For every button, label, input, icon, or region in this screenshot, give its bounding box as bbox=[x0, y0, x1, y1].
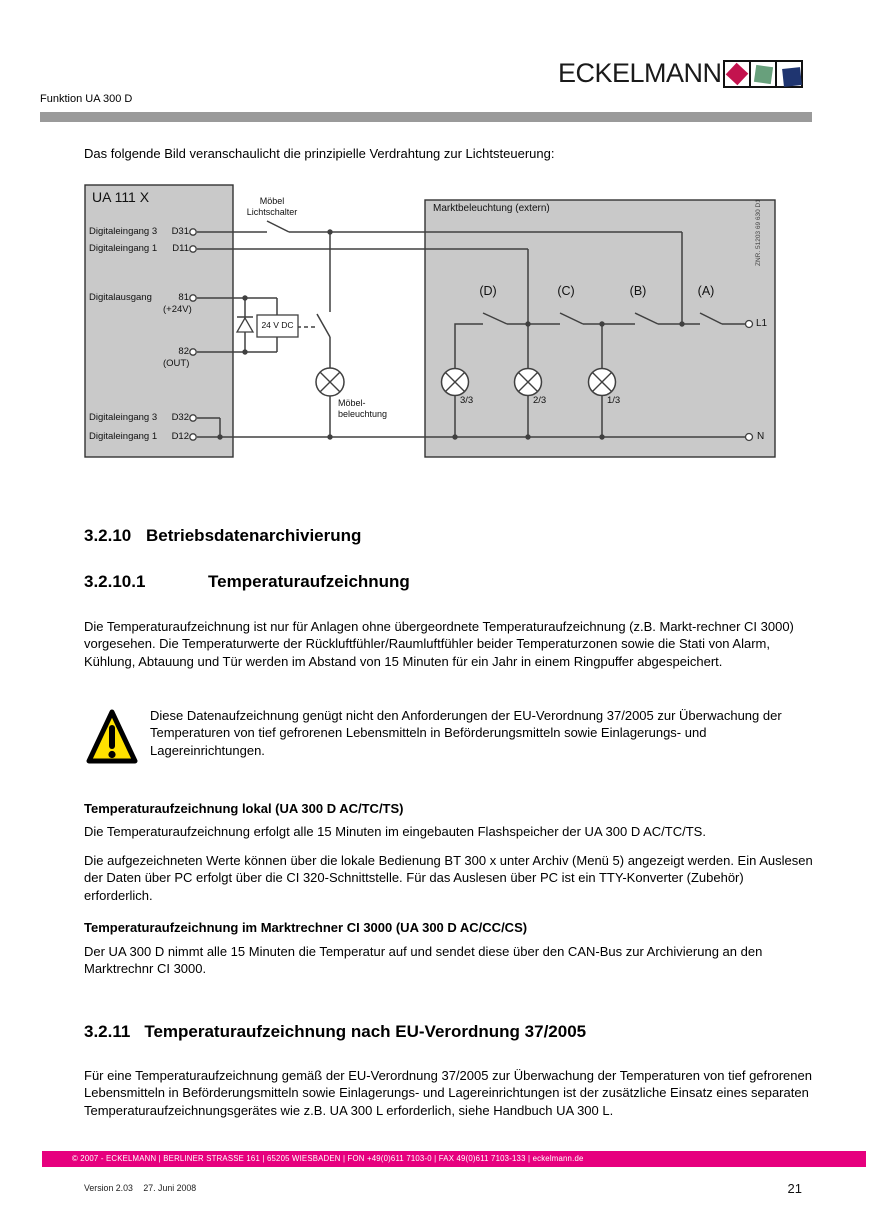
section-title: Temperaturaufzeichnung nach EU-Verordnung 37/2005 bbox=[144, 1022, 587, 1041]
section-heading-3-2-11 bbox=[84, 1022, 586, 1042]
switch-label-a: (A) bbox=[697, 284, 715, 298]
section-title: Temperaturaufzeichnung bbox=[208, 572, 410, 591]
header-rule bbox=[40, 112, 812, 122]
lamp-fraction-2-3: 2/3 bbox=[533, 395, 547, 406]
row-code-d31: D31 bbox=[171, 226, 189, 237]
coil-24vdc-label: 24 V DC bbox=[261, 320, 294, 330]
switch-label-d: (D) bbox=[479, 284, 497, 298]
row-code-d12: D12 bbox=[171, 431, 189, 442]
row-label-d32: Digitaleingang 3 bbox=[89, 412, 158, 423]
paragraph-local-2: Die aufgezeichneten Werte können über die lokale Bedienung BT 300 x unter Archiv (Menü 5) angezeigt werden. Ein Auslesen der Daten über PC erfolgt über die CI 320-Schnittstelle. Für das Auslesen über PC ist ein TTY-Konverter (Zubehör) erforderlich. bbox=[84, 853, 813, 903]
subheading-ci3000: Temperaturaufzeichnung im Marktrechner CI 3000 (UA 300 D AC/CC/CS) bbox=[84, 920, 528, 935]
version-line bbox=[84, 1183, 196, 1193]
section-number: 3.2.11 bbox=[84, 1022, 131, 1041]
moebel-beleuchtung-label: Möbel- beleuchtung bbox=[338, 398, 388, 419]
row-label-d31: Digitaleingang 3 bbox=[89, 226, 158, 237]
page-number: 21 bbox=[787, 1181, 802, 1196]
moebel-lichtschalter-label: Möbel Lichtschalter bbox=[246, 196, 298, 217]
marktbeleuchtung-box bbox=[425, 200, 775, 457]
switch-label-b: (B) bbox=[629, 284, 647, 298]
ua-box-title: UA 111 X bbox=[92, 189, 150, 205]
warning-icon bbox=[86, 708, 138, 766]
label-24v-sub: (+24V) bbox=[163, 304, 192, 315]
logo-mark-green bbox=[749, 60, 777, 88]
brand-logo bbox=[723, 60, 803, 88]
row-code-d11: D11 bbox=[172, 243, 189, 254]
terminal-label-n: N bbox=[757, 431, 765, 442]
lamp-fraction-3-3: 3/3 bbox=[460, 395, 474, 406]
row-code-81: 81 bbox=[178, 292, 189, 303]
row-label-d12: Digitaleingang 1 bbox=[89, 431, 158, 442]
page-header-title: Funktion UA 300 D bbox=[40, 93, 133, 105]
paragraph-local-1: Die Temperaturaufzeichnung erfolgt alle 15 Minuten im eingebauten Flashspeicher der UA 300 D AC/TC/TS. bbox=[84, 824, 706, 839]
znr-number: ZNR. 51203 69 630 D1 bbox=[755, 199, 762, 266]
row-code-d32: D32 bbox=[171, 412, 189, 423]
terminal-label-l1: L1 bbox=[756, 318, 768, 329]
paragraph-temperaturaufzeichnung: Die Temperaturaufzeichnung ist nur für Anlagen ohne übergeordnete Temperaturaufzeichnung (z.B. Markt-rechner CI 3000) vorgesehen. Die Temperaturwerte der Rückluftfühler/Raumluftfühler beider Temperaturzonen sowie die Stati von Alarm, Kühlung, Abtauung und Tür werden im Abstand von 15 Minuten für ein Jahr in einem Ringpuffer abgespeichert. bbox=[84, 619, 794, 669]
row-label-digitalausgang: Digitalausgang bbox=[89, 292, 152, 303]
logo-mark-magenta bbox=[723, 60, 751, 88]
footer-copyright-text: © 2007 - ECKELMANN | BERLINER STRASSE 161 | 65205 WIESBADEN | FON +49(0)611 7103-0 | FAX 49(0)611 7103-133 | eckelmann.de bbox=[72, 1154, 584, 1163]
subheading-local: Temperaturaufzeichnung lokal (UA 300 D AC/TC/TS) bbox=[84, 801, 404, 816]
intro-text: Das folgende Bild veranschaulicht die prinzipielle Verdrahtung zur Lichtsteuerung: bbox=[84, 146, 555, 161]
markt-box-title: Marktbeleuchtung (extern) bbox=[433, 203, 550, 214]
section-heading-3-2-10-1 bbox=[84, 572, 410, 592]
warning-text: Diese Datenaufzeichnung genügt nicht den Anforderungen der EU-Verordnung 37/2005 zur Überwachung der Temperaturen von tief gefrorenen Lebensmitteln in Beförderungsmitteln sowie Einlagerungs- und Lagereinrichtungen. bbox=[150, 708, 782, 758]
section-number: 3.2.10 bbox=[84, 526, 132, 545]
label-out-sub: (OUT) bbox=[163, 358, 190, 369]
lamp-fraction-1-3: 1/3 bbox=[607, 395, 621, 406]
row-label-d11: Digitaleingang 1 bbox=[89, 243, 158, 254]
logo-mark-navy bbox=[775, 60, 803, 88]
diode-symbol bbox=[237, 317, 253, 332]
section-heading-3-2-10 bbox=[84, 526, 361, 546]
paragraph-ci3000: Der UA 300 D nimmt alle 15 Minuten die Temperatur auf und sendet diese über den CAN-Bus zur Archivierung an den Marktrechnr CI 3000. bbox=[84, 944, 763, 977]
switch-label-c: (C) bbox=[557, 284, 575, 298]
brand-text: ECKELMANN bbox=[558, 58, 722, 88]
section-title: Betriebsdatenarchivierung bbox=[146, 526, 362, 545]
section-number: 3.2.10.1 bbox=[84, 572, 146, 591]
version-text: Version 2.03 bbox=[84, 1183, 133, 1193]
row-code-82: 82 bbox=[178, 346, 189, 357]
footer-bar bbox=[42, 1151, 866, 1167]
paragraph-eu-verordnung: Für eine Temperaturaufzeichnung gemäß der EU-Verordnung 37/2005 zur Überwachung der Temperaturen von tief gefrorenen Lebensmitteln in Beförderungsmitteln sowie Einlagerungs- und Lagereinrichtungen ist der zusätzliche Einsatz eines separaten Temperaturaufzeichnungsgerätes wie z.B. UA 300 L erforderlich, siehe Handbuch UA 300 L. bbox=[84, 1068, 812, 1118]
date-text: 27. Juni 2008 bbox=[143, 1183, 197, 1193]
